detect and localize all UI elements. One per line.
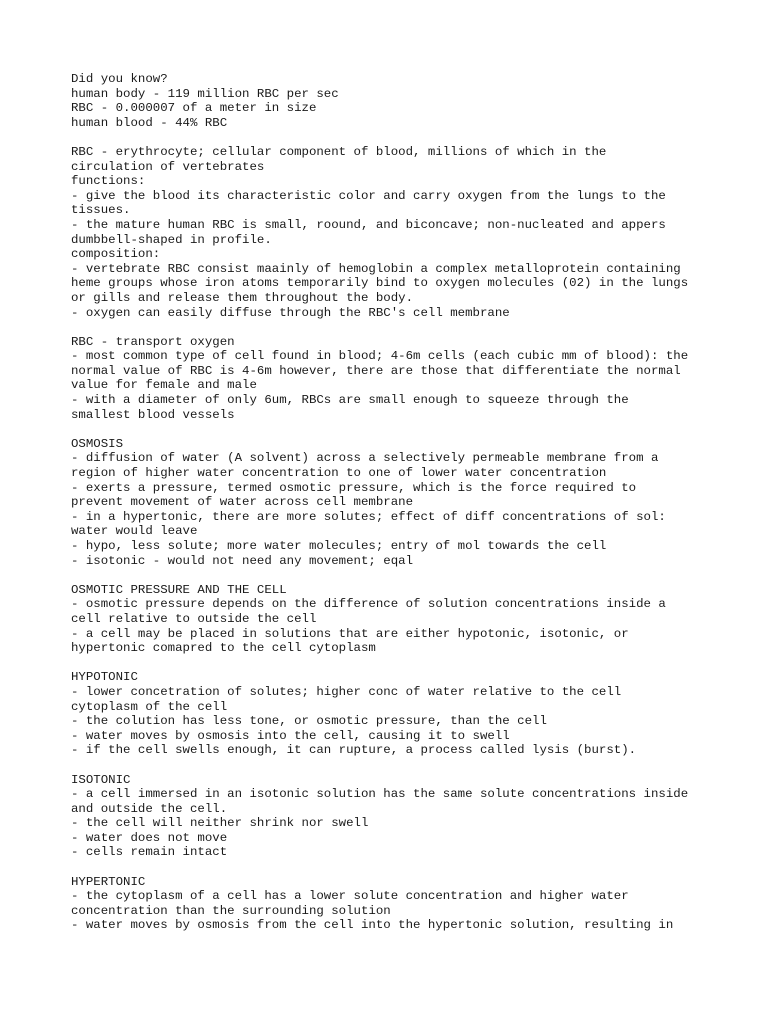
text-line: - diffusion of water (A solvent) across a selectively permeable membrane from a xyxy=(71,451,659,466)
text-line: functions: xyxy=(71,174,146,189)
blank-line xyxy=(71,656,731,671)
text-line: RBC - 0.000007 of a meter in size xyxy=(71,101,317,116)
text-line: RBC - erythrocyte; cellular component of blood, millions of which in the xyxy=(71,144,607,159)
text-line: - a cell immersed in an isotonic solution has the same solute concentrations inside xyxy=(71,787,689,802)
text-line: concentration than the surrounding solution xyxy=(71,903,391,918)
text-line: - isotonic - would not need any movement; eqal xyxy=(71,553,414,568)
text-line: OSMOTIC PRESSURE AND THE CELL xyxy=(71,582,287,597)
blank-line xyxy=(71,758,731,773)
blank-line xyxy=(71,422,731,437)
text-line: - exerts a pressure, termed osmotic pressure, which is the force required to xyxy=(71,480,637,495)
text-line: and outside the cell. xyxy=(71,801,228,816)
blank-line xyxy=(71,568,731,583)
text-line: - lower concetration of solutes; higher conc of water relative to the cell xyxy=(71,684,622,699)
text-line: - osmotic pressure depends on the difference of solution concentrations inside a xyxy=(71,597,666,612)
text-line: composition: xyxy=(71,247,161,262)
text-line: Did you know? xyxy=(71,72,168,86)
text-line: cell relative to outside the cell xyxy=(71,611,317,626)
text-line: smallest blood vessels xyxy=(71,407,235,422)
text-line: HYPERTONIC xyxy=(71,874,146,889)
text-line: - most common type of cell found in blood; 4-6m cells (each cubic mm of blood): the xyxy=(71,349,689,364)
blank-line xyxy=(71,130,731,145)
text-line: cytoplasm of the cell xyxy=(71,699,228,714)
text-line: heme groups whose iron atoms temporarily bind to oxygen molecules (02) in the lungs xyxy=(71,276,689,291)
text-line: circulation of vertebrates xyxy=(71,159,265,174)
text-line: tissues. xyxy=(71,203,131,218)
text-line: - water does not move xyxy=(71,830,228,845)
text-line: - in a hypertonic, there are more solutes; effect of diff concentrations of sol: xyxy=(71,509,666,524)
text-line: - oxygen can easily diffuse through the RBC's cell membrane xyxy=(71,305,510,320)
text-line: - water moves by osmosis from the cell into the hypertonic solution, resulting in xyxy=(71,918,674,933)
blank-line xyxy=(71,320,731,335)
text-line: ISOTONIC xyxy=(71,772,131,787)
text-line: HYPOTONIC xyxy=(71,670,138,685)
text-line: - if the cell swells enough, it can rupture, a process called lysis (burst). xyxy=(71,743,637,758)
text-line: - the cell will neither shrink nor swell xyxy=(71,816,369,831)
blank-line xyxy=(71,860,731,875)
text-line: - the cytoplasm of a cell has a lower solute concentration and higher water xyxy=(71,889,629,904)
document-page xyxy=(71,72,731,933)
text-line: OSMOSIS xyxy=(71,436,124,451)
text-line: - the mature human RBC is small, roound, and biconcave; non-nucleated and appers xyxy=(71,217,666,232)
text-line: prevent movement of water across cell membrane xyxy=(71,495,414,510)
text-line: - the colution has less tone, or osmotic pressure, than the cell xyxy=(71,714,547,729)
text-line: - hypo, less solute; more water molecules; entry of mol towards the cell xyxy=(71,539,607,553)
text-line: human body - 119 million RBC per sec xyxy=(71,86,339,101)
text-line: - give the blood its characteristic color and carry oxygen from the lungs to the xyxy=(71,188,666,203)
text-line: hypertonic comapred to the cell cytoplasm xyxy=(71,641,376,656)
text-line: - cells remain intact xyxy=(71,845,228,860)
text-line: value for female and male xyxy=(71,378,257,393)
text-line: or gills and release them throughout the body. xyxy=(71,290,414,305)
text-line: region of higher water concentration to one of lower water concentration xyxy=(71,466,607,481)
text-line: water would leave xyxy=(71,524,198,539)
text-line: normal value of RBC is 4-6m however, there are those that differentiate the normal xyxy=(71,363,681,378)
text-line: RBC - transport oxygen xyxy=(71,334,235,349)
text-line: - water moves by osmosis into the cell, causing it to swell xyxy=(71,728,510,743)
text-line: dumbbell-shaped in profile. xyxy=(71,232,272,247)
text-line: - vertebrate RBC consist maainly of hemoglobin a complex metalloprotein containing xyxy=(71,261,681,276)
text-line: - with a diameter of only 6um, RBCs are small enough to squeeze through the xyxy=(71,393,629,408)
text-line: human blood - 44% RBC xyxy=(71,115,228,130)
text-line: - a cell may be placed in solutions that are either hypotonic, isotonic, or xyxy=(71,626,629,641)
